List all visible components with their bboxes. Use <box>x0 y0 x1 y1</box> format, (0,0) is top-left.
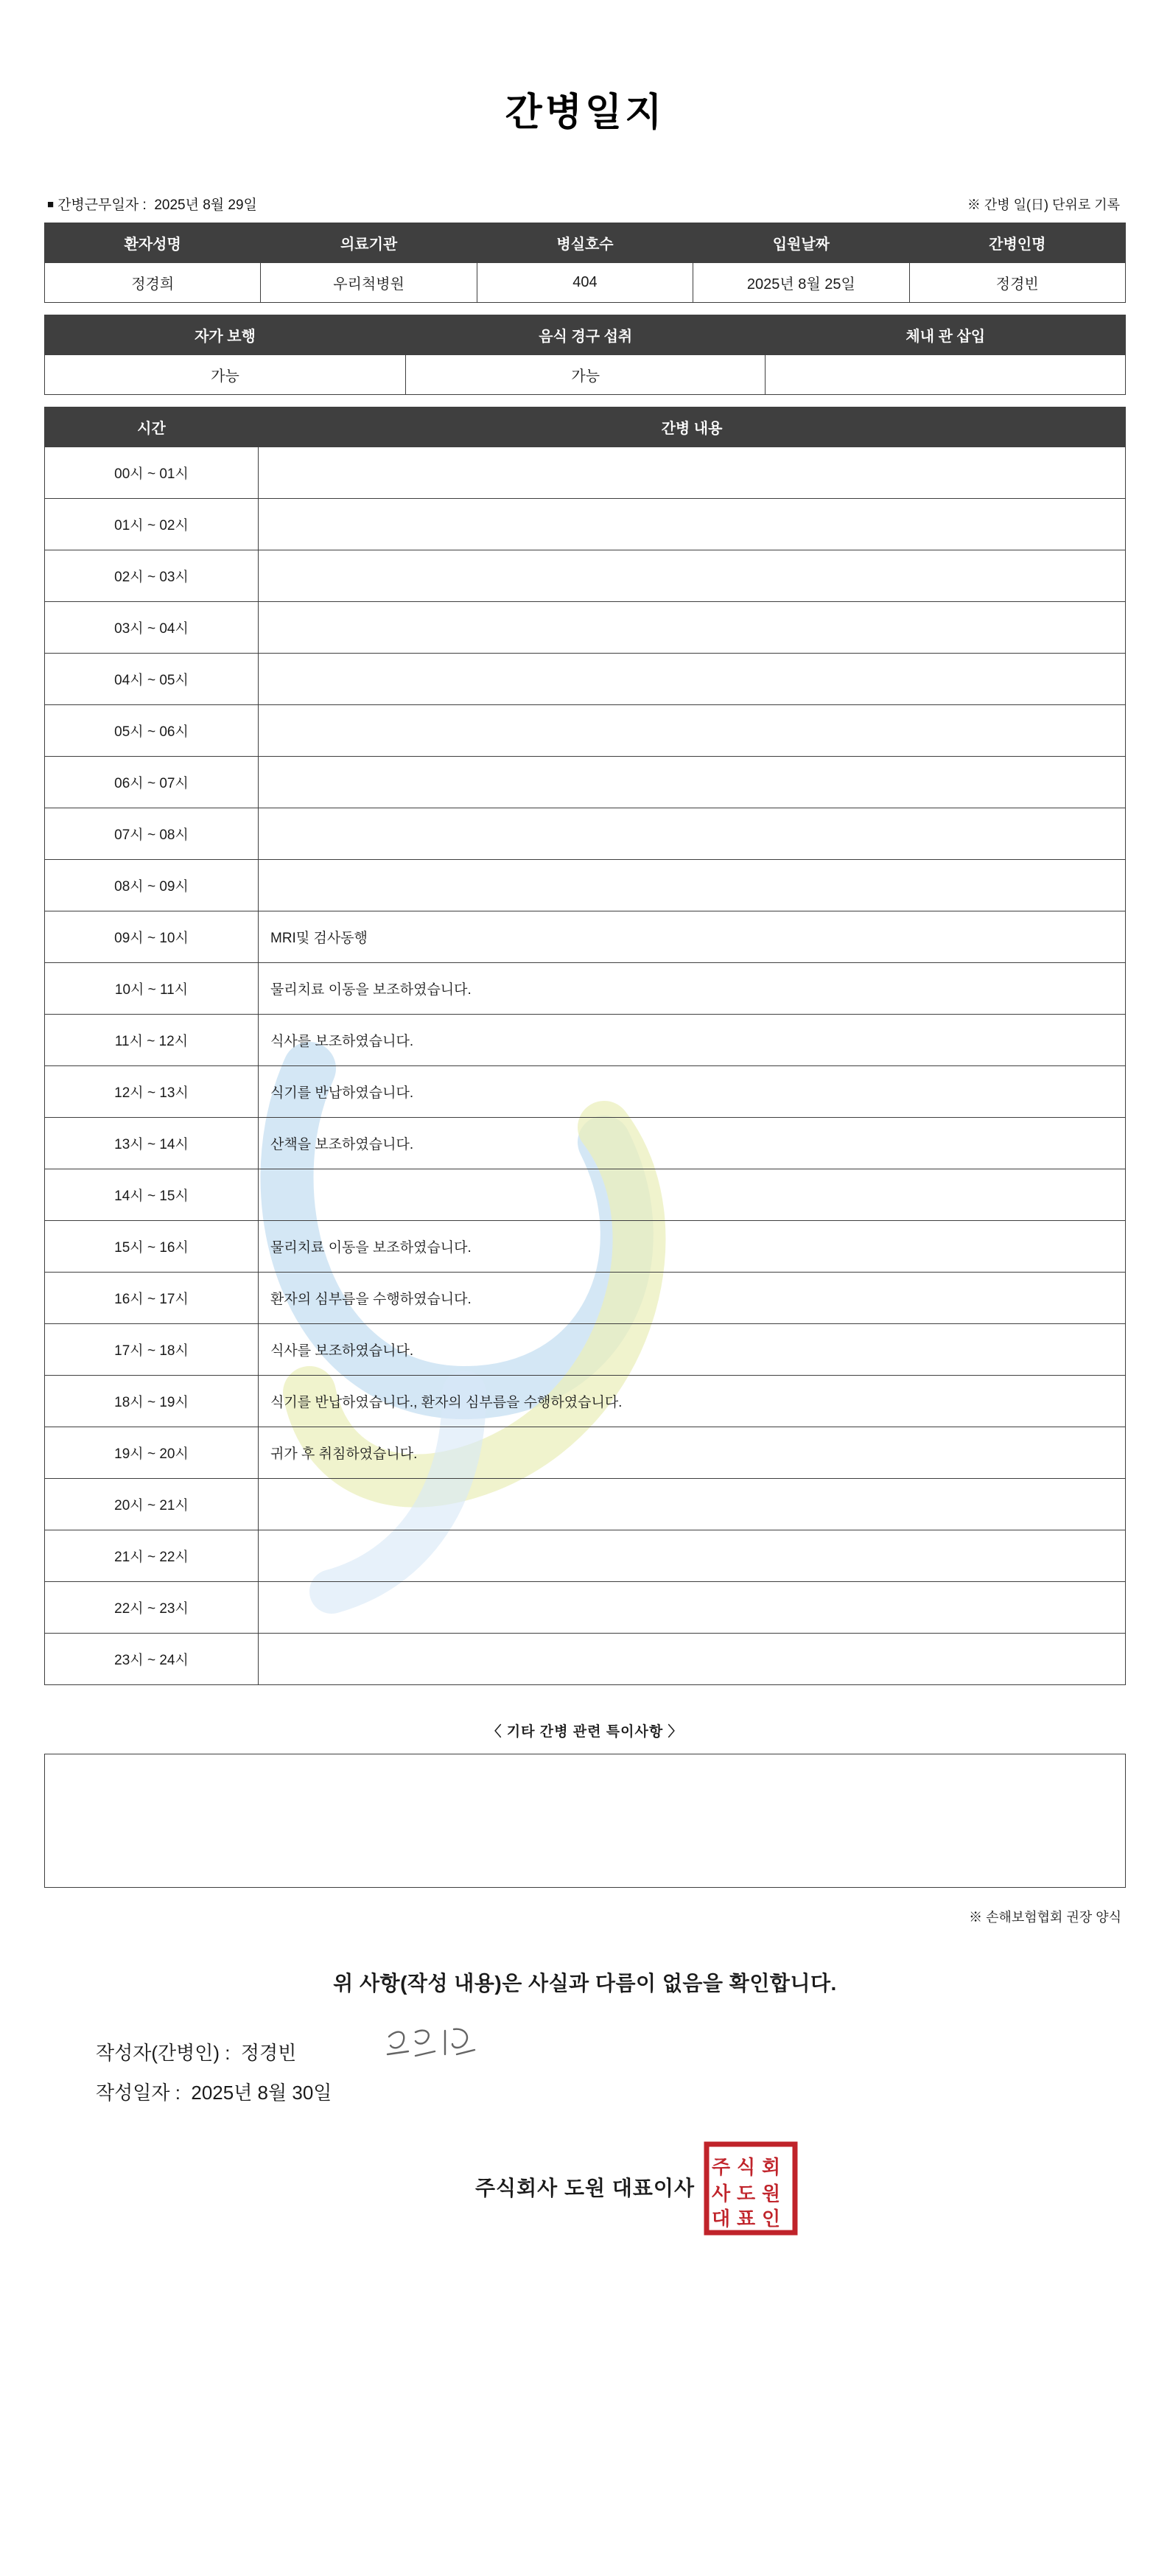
cell-time: 04시 ~ 05시 <box>45 654 259 705</box>
signature-block <box>44 2035 1126 2115</box>
cell-time: 15시 ~ 16시 <box>45 1221 259 1273</box>
cell-time: 01시 ~ 02시 <box>45 499 259 550</box>
svg-text:대: 대 <box>711 2208 732 2230</box>
cell-time: 02시 ~ 03시 <box>45 550 259 602</box>
table-row <box>45 860 1126 911</box>
patient-info-table <box>44 223 1126 303</box>
table-row <box>45 757 1126 808</box>
cell-note: 물리치료 이동을 보조하였습니다. <box>259 963 1126 1015</box>
cell-note: 식기를 반납하였습니다., 환자의 심부름을 수행하였습니다. <box>259 1376 1126 1427</box>
confirmation-statement: 위 사항(작성 내용)은 사실과 다름이 없음을 확인합니다. <box>333 1972 837 1995</box>
cell-note: 식사를 보조하였습니다. <box>259 1015 1126 1066</box>
remarks-box[interactable] <box>44 1754 1126 1888</box>
val-tube-insertion <box>766 355 1126 395</box>
care-log-table <box>44 407 1126 1685</box>
table-row <box>45 263 1126 303</box>
cell-note <box>259 1634 1126 1685</box>
cell-note <box>259 447 1126 499</box>
table-row <box>45 602 1126 654</box>
condition-table <box>44 315 1126 395</box>
cell-note: 환자의 심부름을 수행하였습니다. <box>259 1273 1126 1324</box>
val-self-walking: 가능 <box>45 355 406 395</box>
cell-note: MRI및 검사동행 <box>259 911 1126 963</box>
svg-text:도: 도 <box>736 2183 757 2205</box>
cell-time: 06시 ~ 07시 <box>45 757 259 808</box>
cell-note: 산책을 보조하였습니다. <box>259 1118 1126 1169</box>
cell-note <box>259 1530 1126 1582</box>
svg-text:사: 사 <box>711 2183 732 2205</box>
col-tube-insertion: 체내 관 삽입 <box>766 315 1126 355</box>
cell-time: 09시 ~ 10시 <box>45 911 259 963</box>
val-caregiver-name: 정경빈 <box>909 263 1125 303</box>
document-page <box>0 81 1170 2576</box>
table-row <box>45 1530 1126 1582</box>
company-representative: 주식회사 도원 대표이사 <box>474 2177 696 2199</box>
table-row <box>45 963 1126 1015</box>
work-date-value: 2025년 8월 29일 <box>154 197 257 213</box>
cell-note: 식기를 반납하였습니다. <box>259 1066 1126 1118</box>
col-caregiver-name: 간병인명 <box>909 223 1125 263</box>
val-admission-date: 2025년 8월 25일 <box>693 263 909 303</box>
cell-time: 20시 ~ 21시 <box>45 1479 259 1530</box>
table-row <box>45 1634 1126 1685</box>
company-line-wrapper <box>44 2156 1126 2230</box>
cell-note: 식사를 보조하였습니다. <box>259 1324 1126 1376</box>
cell-time: 11시 ~ 12시 <box>45 1015 259 1066</box>
table-row <box>45 1582 1126 1634</box>
company-seal-icon <box>704 2141 798 2236</box>
write-date-label: 작성일자 : <box>96 2082 181 2104</box>
table-row <box>45 1324 1126 1376</box>
val-oral-intake: 가능 <box>405 355 766 395</box>
handwritten-signature-icon <box>383 2022 479 2066</box>
cell-time: 17시 ~ 18시 <box>45 1324 259 1376</box>
cell-time: 07시 ~ 08시 <box>45 808 259 860</box>
col-oral-intake: 음식 경구 섭취 <box>405 315 766 355</box>
col-self-walking: 자가 보행 <box>45 315 406 355</box>
cell-note <box>259 860 1126 911</box>
table-row <box>45 654 1126 705</box>
cell-time: 00시 ~ 01시 <box>45 447 259 499</box>
val-hospital: 우리척병원 <box>261 263 477 303</box>
col-time: 시간 <box>45 407 259 447</box>
svg-text:회: 회 <box>761 2156 782 2178</box>
table-row <box>45 1221 1126 1273</box>
care-log-body <box>45 407 1126 1685</box>
table-row <box>45 911 1126 963</box>
table-row <box>45 1169 1126 1221</box>
cell-time: 22시 ~ 23시 <box>45 1582 259 1634</box>
cell-note <box>259 499 1126 550</box>
table-row <box>45 705 1126 757</box>
cell-note <box>259 808 1126 860</box>
cell-time: 23시 ~ 24시 <box>45 1634 259 1685</box>
association-note: ※ 손해보험협회 권장 양식 <box>969 1910 1121 1925</box>
cell-time: 18시 ~ 19시 <box>45 1376 259 1427</box>
val-patient-name: 정경희 <box>45 263 261 303</box>
cell-note <box>259 602 1126 654</box>
cell-note: 귀가 후 취침하였습니다. <box>259 1427 1126 1479</box>
unit-note: ※ 간병 일(日) 단위로 기록 <box>967 197 1120 212</box>
cell-note <box>259 1479 1126 1530</box>
cell-note <box>259 757 1126 808</box>
svg-text:원: 원 <box>761 2183 782 2205</box>
work-date <box>47 194 257 214</box>
cell-time: 08시 ~ 09시 <box>45 860 259 911</box>
table-row <box>45 1015 1126 1066</box>
cell-note <box>259 705 1126 757</box>
table-row <box>45 808 1126 860</box>
cell-note <box>259 1169 1126 1221</box>
col-admission-date: 입원날짜 <box>693 223 909 263</box>
table-row-header <box>45 315 1126 355</box>
svg-text:주: 주 <box>711 2156 732 2178</box>
table-row <box>45 1376 1126 1427</box>
col-room: 병실호수 <box>477 223 693 263</box>
table-row-header <box>45 407 1126 447</box>
work-date-label: 간병근무일자 : <box>57 197 147 213</box>
cell-time: 10시 ~ 11시 <box>45 963 259 1015</box>
col-care-content: 간병 내용 <box>259 407 1126 447</box>
write-date-value: 2025년 8월 30일 <box>191 2082 332 2104</box>
val-room: 404 <box>477 263 693 303</box>
col-hospital: 의료기관 <box>261 223 477 263</box>
cell-time: 21시 ~ 22시 <box>45 1530 259 1582</box>
svg-text:인: 인 <box>761 2208 782 2230</box>
svg-text:식: 식 <box>736 2156 757 2178</box>
cell-time: 05시 ~ 06시 <box>45 705 259 757</box>
table-row <box>45 1118 1126 1169</box>
table-row <box>45 1479 1126 1530</box>
cell-note: 물리치료 이동을 보조하였습니다. <box>259 1221 1126 1273</box>
square-bullet-icon: ■ <box>47 198 55 211</box>
table-row <box>45 499 1126 550</box>
page-title: 간병일지 <box>505 91 665 134</box>
table-row <box>45 1273 1126 1324</box>
cell-time: 19시 ~ 20시 <box>45 1427 259 1479</box>
write-date-line <box>96 2075 1126 2115</box>
cell-note <box>259 1582 1126 1634</box>
cell-time: 03시 ~ 04시 <box>45 602 259 654</box>
writer-line <box>96 2035 1126 2075</box>
svg-text:표: 표 <box>736 2208 757 2230</box>
table-row-header <box>45 223 1126 263</box>
table-row <box>45 1427 1126 1479</box>
table-row <box>45 355 1126 395</box>
cell-note <box>259 550 1126 602</box>
meta-row <box>44 194 1126 214</box>
cell-time: 12시 ~ 13시 <box>45 1066 259 1118</box>
table-row <box>45 1066 1126 1118</box>
table-row <box>45 550 1126 602</box>
cell-time: 16시 ~ 17시 <box>45 1273 259 1324</box>
table-row <box>45 447 1126 499</box>
col-patient-name: 환자성명 <box>45 223 261 263</box>
writer-label: 작성자(간병인) : <box>96 2042 231 2064</box>
cell-note <box>259 654 1126 705</box>
remarks-title: 〈 기타 간병 관련 특이사항 〉 <box>487 1724 683 1740</box>
cell-time: 13시 ~ 14시 <box>45 1118 259 1169</box>
cell-time: 14시 ~ 15시 <box>45 1169 259 1221</box>
writer-value: 정경빈 <box>240 2042 297 2064</box>
